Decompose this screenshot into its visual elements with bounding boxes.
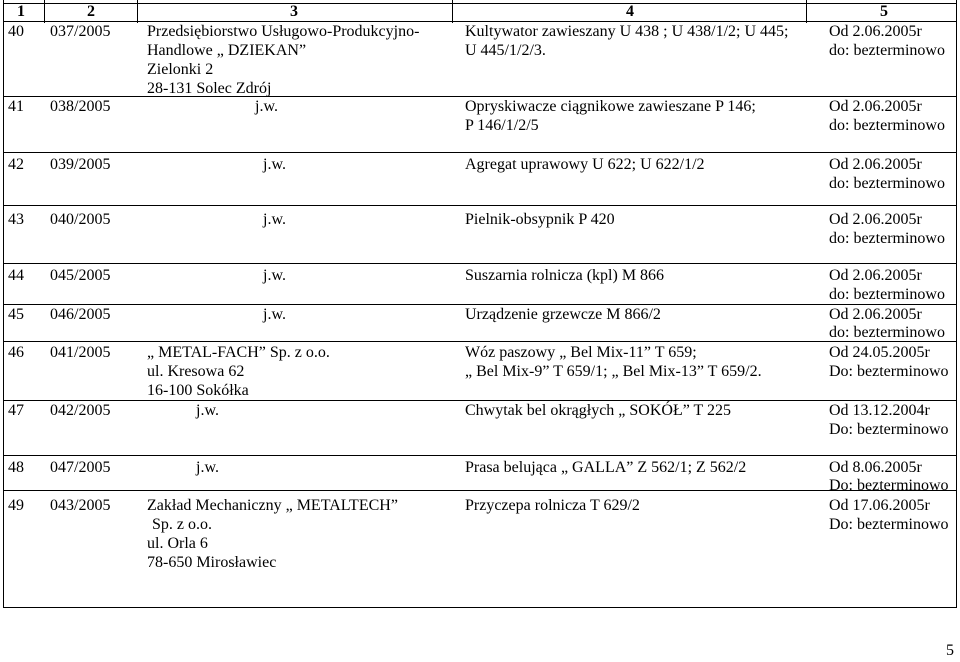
certificate-number: 047/2005 bbox=[50, 459, 111, 476]
table-rule bbox=[3, 607, 957, 608]
table-rule bbox=[3, 341, 957, 342]
validity-from: Od 8.06.2005r bbox=[829, 459, 922, 476]
device-line: U 445/1/2/3. bbox=[465, 42, 546, 59]
row-number: 49 bbox=[8, 497, 24, 514]
row-number: 42 bbox=[8, 156, 24, 173]
validity-to: Do: bezterminowo bbox=[829, 477, 949, 494]
row-number: 45 bbox=[8, 306, 24, 323]
validity-from: Od 2.06.2005r bbox=[829, 267, 922, 284]
table-column-rule bbox=[3, 0, 4, 607]
device-line: Suszarnia rolnicza (kpl) M 866 bbox=[465, 267, 665, 284]
row-number: 44 bbox=[8, 267, 24, 284]
table-rule bbox=[3, 152, 957, 153]
validity-from: Od 2.06.2005r bbox=[829, 98, 922, 115]
holder-line: ul. Orla 6 bbox=[147, 535, 208, 552]
device-line: Agregat uprawowy U 622; U 622/1/2 bbox=[465, 156, 705, 173]
validity-to: do: bezterminowo bbox=[829, 42, 945, 59]
validity-to: do: bezterminowo bbox=[829, 175, 945, 192]
certificate-number: 045/2005 bbox=[50, 267, 111, 284]
certificate-number: 041/2005 bbox=[50, 344, 111, 361]
table-column-rule bbox=[137, 0, 138, 23]
device-line: Chwytak bel okrągłych „ SOKÓŁ” T 225 bbox=[465, 402, 732, 419]
column-header-4: 4 bbox=[626, 3, 634, 20]
column-header-2: 2 bbox=[87, 3, 95, 20]
row-number: 46 bbox=[8, 344, 24, 361]
row-number: 40 bbox=[8, 23, 24, 40]
certificate-number: 037/2005 bbox=[50, 23, 111, 40]
device-line: Wóz paszowy „ Bel Mix-11” T 659; bbox=[465, 344, 697, 361]
validity-to: do: bezterminowo bbox=[829, 324, 945, 341]
validity-from: Od 2.06.2005r bbox=[829, 156, 922, 173]
row-number: 43 bbox=[8, 211, 24, 228]
holder-line: j.w. bbox=[263, 306, 286, 323]
holder-line: Przedsiębiorstwo Usługowo-Produkcyjno- bbox=[147, 23, 420, 40]
table-column-rule bbox=[44, 0, 45, 23]
holder-line: j.w. bbox=[263, 156, 286, 173]
validity-to: Do: bezterminowo bbox=[829, 363, 949, 380]
device-line: Pielnik-obsypnik P 420 bbox=[465, 211, 615, 228]
holder-line: j.w. bbox=[255, 98, 278, 115]
holder-line: Sp. z o.o. bbox=[152, 516, 212, 533]
holder-line: 16-100 Sokółka bbox=[147, 382, 249, 399]
column-header-5: 5 bbox=[880, 3, 888, 20]
device-line: P 146/1/2/5 bbox=[465, 117, 539, 134]
holder-line: 78-650 Mirosławiec bbox=[147, 554, 277, 571]
row-number: 48 bbox=[8, 459, 24, 476]
holder-line: j.w. bbox=[263, 267, 286, 284]
holder-line: Handlowe „ DZIEKAN” bbox=[147, 42, 307, 59]
table-rule bbox=[3, 3, 957, 4]
table-rule bbox=[3, 455, 957, 456]
table-rule bbox=[3, 490, 957, 491]
holder-line: j.w. bbox=[196, 402, 219, 419]
certificate-number: 039/2005 bbox=[50, 156, 111, 173]
holder-line: ul. Kresowa 62 bbox=[147, 363, 245, 380]
device-line: Przyczepa rolnicza T 629/2 bbox=[465, 497, 640, 514]
device-line: Opryskiwacze ciągnikowe zawieszane P 146; bbox=[465, 98, 756, 115]
device-line: Urządzenie grzewcze M 866/2 bbox=[465, 306, 661, 323]
holder-line: Zakład Mechaniczny „ METALTECH” bbox=[147, 497, 398, 514]
validity-from: Od 17.06.2005r bbox=[829, 497, 930, 514]
table-rule bbox=[3, 205, 957, 206]
row-number: 41 bbox=[8, 98, 24, 115]
validity-from: Od 13.12.2004r bbox=[829, 402, 930, 419]
validity-to: do: bezterminowo bbox=[829, 286, 945, 303]
column-header-1: 1 bbox=[17, 3, 25, 20]
holder-line: 28-131 Solec Zdrój bbox=[147, 80, 272, 97]
table-column-rule bbox=[806, 0, 807, 23]
table-rule bbox=[3, 263, 957, 264]
table-column-rule bbox=[956, 0, 957, 607]
page-number: 5 bbox=[946, 642, 954, 659]
validity-from: Od 2.06.2005r bbox=[829, 306, 922, 323]
validity-from: Od 24.05.2005r bbox=[829, 344, 930, 361]
certificate-number: 046/2005 bbox=[50, 306, 111, 323]
table-column-rule bbox=[452, 0, 453, 23]
row-number: 47 bbox=[8, 402, 24, 419]
device-line: „ Bel Mix-9” T 659/1; „ Bel Mix-13” T 659/2. bbox=[465, 363, 762, 380]
validity-to: do: bezterminowo bbox=[829, 117, 945, 134]
certificate-number: 038/2005 bbox=[50, 98, 111, 115]
column-header-3: 3 bbox=[290, 3, 298, 20]
validity-to: Do: bezterminowo bbox=[829, 421, 949, 438]
validity-to: do: bezterminowo bbox=[829, 230, 945, 247]
holder-line: j.w. bbox=[263, 211, 286, 228]
certificate-number: 042/2005 bbox=[50, 402, 111, 419]
certificate-number: 040/2005 bbox=[50, 211, 111, 228]
holder-line: „ METAL-FACH” Sp. z o.o. bbox=[147, 344, 330, 361]
device-line: Kultywator zawieszany U 438 ; U 438/1/2; U 445; bbox=[465, 23, 789, 40]
device-line: Prasa belująca „ GALLA” Z 562/1; Z 562/2 bbox=[465, 459, 747, 476]
validity-to: Do: bezterminowo bbox=[829, 516, 949, 533]
holder-line: Zielonki 2 bbox=[147, 61, 214, 78]
validity-from: Od 2.06.2005r bbox=[829, 211, 922, 228]
validity-from: Od 2.06.2005r bbox=[829, 23, 922, 40]
certificate-number: 043/2005 bbox=[50, 497, 111, 514]
holder-line: j.w. bbox=[196, 459, 219, 476]
